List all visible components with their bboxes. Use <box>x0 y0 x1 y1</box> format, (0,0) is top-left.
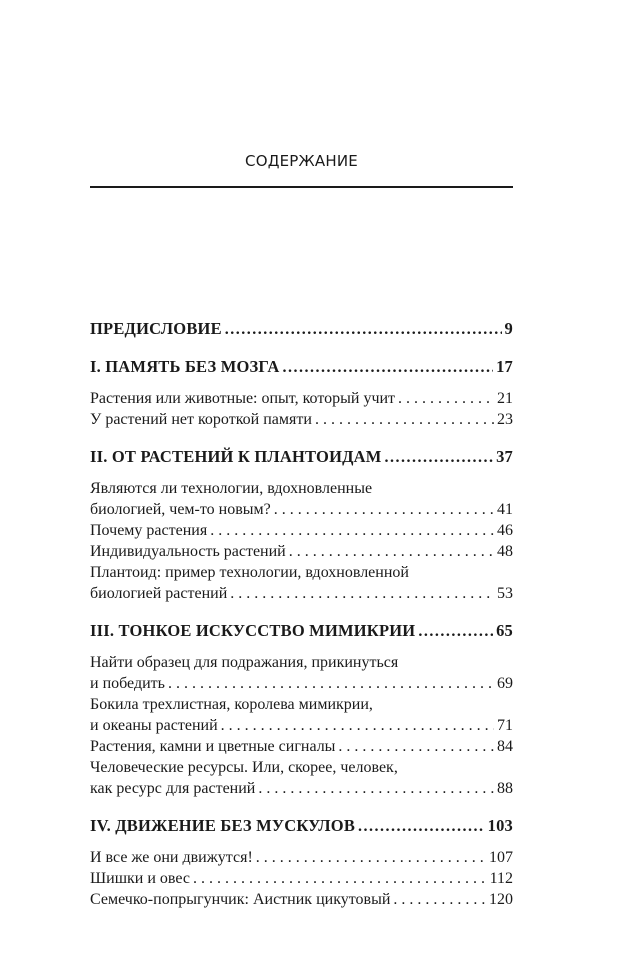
toc-entry[interactable] <box>90 694 513 736</box>
chapter-page-number: 103 <box>487 816 513 835</box>
dot-leader <box>256 847 486 868</box>
dot-leader <box>258 778 494 799</box>
entry-title-line: Плантоид: пример технологии, вдохновленной <box>90 564 409 581</box>
entry-page-number: 48 <box>497 543 513 560</box>
chapter-title: I. ПАМЯТЬ БЕЗ МОЗГА <box>90 357 280 376</box>
dot-leader <box>274 499 494 520</box>
entry-last-line <box>90 868 513 889</box>
entry-last-line <box>90 715 513 736</box>
dot-leader <box>398 388 494 409</box>
chapter-page-number: 37 <box>496 447 513 466</box>
entry-page-number: 53 <box>497 585 513 602</box>
toc-chapter <box>90 318 513 340</box>
entry-last-line <box>90 673 513 694</box>
entry-page-number: 46 <box>497 522 513 539</box>
chapter-page-number: 9 <box>504 319 513 338</box>
entry-title-line: Найти образец для подражания, прикинуться <box>90 654 399 671</box>
dot-leader <box>221 715 494 736</box>
chapter-heading[interactable] <box>90 446 513 468</box>
dot-leader <box>385 447 494 468</box>
toc-entry[interactable] <box>90 409 513 430</box>
entry-last-line <box>90 388 513 409</box>
chapter-page-number: 17 <box>496 357 513 376</box>
entry-title: У растений нет короткой памяти <box>90 411 312 428</box>
entry-last-line <box>90 889 513 910</box>
entry-last-line <box>90 778 513 799</box>
toc-entry[interactable] <box>90 847 513 868</box>
section-list <box>90 652 513 799</box>
toc-entry[interactable] <box>90 757 513 799</box>
toc-entry[interactable] <box>90 736 513 757</box>
chapter-title: IV. ДВИЖЕНИЕ БЕЗ МУСКУЛОВ <box>90 816 356 835</box>
header-rule <box>90 186 513 188</box>
toc-chapter <box>90 446 513 604</box>
chapter-title: II. ОТ РАСТЕНИЙ К ПЛАНТОИДАМ <box>90 447 382 466</box>
entry-title: Индивидуальность растений <box>90 543 286 560</box>
entry-last-line <box>90 499 513 520</box>
toc-chapter <box>90 620 513 799</box>
toc-entry[interactable] <box>90 868 513 889</box>
entry-page-number: 41 <box>497 501 513 518</box>
entry-page-number: 69 <box>497 675 513 692</box>
entry-title: и победить <box>90 675 165 692</box>
toc-chapter <box>90 815 513 910</box>
entry-page-number: 120 <box>489 891 513 908</box>
section-list <box>90 478 513 604</box>
entry-title: Растения, камни и цветные сигналы <box>90 738 336 755</box>
entry-title: И все же они движутся! <box>90 849 253 866</box>
toc-entry[interactable] <box>90 541 513 562</box>
chapter-title: ПРЕДИСЛОВИЕ <box>90 319 222 338</box>
entry-title: Шишки и овес <box>90 870 190 887</box>
chapter-heading[interactable] <box>90 815 513 837</box>
dot-leader <box>315 409 494 430</box>
chapter-heading[interactable] <box>90 356 513 378</box>
entry-last-line <box>90 583 513 604</box>
toc-entry[interactable] <box>90 520 513 541</box>
toc-entry[interactable] <box>90 652 513 694</box>
entry-title: как ресурс для растений <box>90 780 256 797</box>
entry-title: биологией растений <box>90 585 228 602</box>
entry-title: и океаны растений <box>90 717 218 734</box>
entry-page-number: 107 <box>489 849 513 866</box>
dot-leader <box>338 736 494 757</box>
toc-entry[interactable] <box>90 388 513 409</box>
entry-last-line <box>90 541 513 562</box>
entry-page-number: 71 <box>497 717 513 734</box>
entry-last-line <box>90 409 513 430</box>
entry-title: Растения или животные: опыт, который учит <box>90 390 396 407</box>
entry-page-number: 112 <box>489 870 513 887</box>
section-list <box>90 847 513 910</box>
entry-title: Почему растения <box>90 522 208 539</box>
entry-title: Семечко-попрыгунчик: Аистник цикутовый <box>90 891 391 908</box>
entry-last-line <box>90 847 513 868</box>
dot-leader <box>289 541 494 562</box>
table-of-contents <box>90 318 513 926</box>
toc-chapter <box>90 356 513 430</box>
dot-leader <box>282 357 493 378</box>
entry-last-line <box>90 520 513 541</box>
dot-leader <box>168 673 494 694</box>
chapter-page-number: 65 <box>496 621 513 640</box>
dot-leader <box>358 816 485 837</box>
entry-page-number: 21 <box>497 390 513 407</box>
chapter-heading[interactable] <box>90 620 513 642</box>
chapter-heading[interactable] <box>90 318 513 340</box>
entry-title-line: Являются ли технологии, вдохновленные <box>90 480 373 497</box>
entry-page-number: 88 <box>497 780 513 797</box>
chapter-title: III. ТОНКОЕ ИСКУССТВО МИМИКРИИ <box>90 621 416 640</box>
toc-entry[interactable] <box>90 562 513 604</box>
entry-last-line <box>90 736 513 757</box>
page-title: СОДЕРЖАНИЕ <box>245 152 358 170</box>
entry-title-line: Бокила трехлистная, королева мимикрии, <box>90 696 373 713</box>
entry-title-line: Человеческие ресурсы. Или, скорее, человек, <box>90 759 398 776</box>
dot-leader <box>418 621 493 642</box>
dot-leader <box>230 583 494 604</box>
toc-entry[interactable] <box>90 478 513 520</box>
toc-entry[interactable] <box>90 889 513 910</box>
dot-leader <box>193 868 487 889</box>
dot-leader <box>393 889 486 910</box>
section-list <box>90 388 513 430</box>
entry-title: биологией, чем-то новым? <box>90 501 271 518</box>
entry-page-number: 23 <box>497 411 513 428</box>
entry-page-number: 84 <box>497 738 513 755</box>
dot-leader <box>210 520 494 541</box>
dot-leader <box>225 319 502 340</box>
